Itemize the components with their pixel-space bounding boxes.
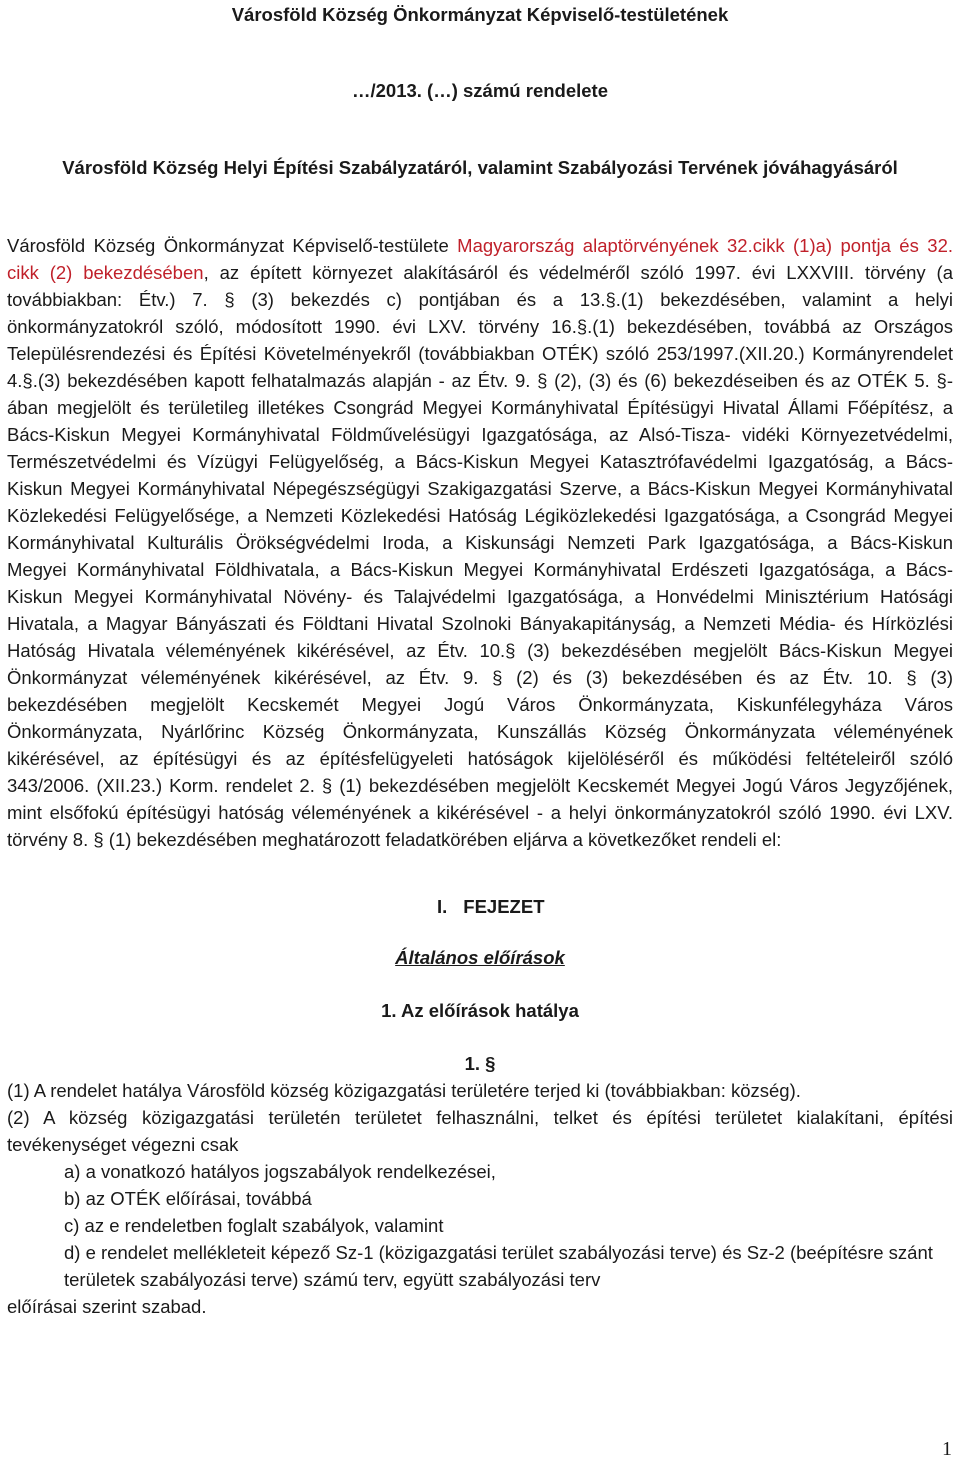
preamble-line: Kormányhivatal Kulturális Örökségvédelmi Iroda, a Kiskunsági Nemzeti Park Igazgatósága, a Bács-Kiskun — [7, 532, 953, 553]
preamble-line: Megyei Kormányhivatal Földhivatala, a Bács-Kiskun Megyei Kormányhivatal Erdészeti Igazgatósága, a Bács- — [7, 559, 953, 580]
decree-number: …/2013. (…) számú rendelete — [351, 80, 608, 101]
preamble-line: 4.§.(3) bekezdésében kapott felhatalmazás alapján - az Étv. 9. § (2), (3) és (6) bekezdéseiben és az OTÉK 5. §- — [7, 370, 953, 391]
chapter-heading — [437, 896, 545, 918]
chapter-title: FEJEZET — [463, 896, 545, 917]
preamble-line: Településrendezési és Építési Követelményekről (továbbiakban OTÉK) szóló 253/1997.(XII.20.) Kormányrendelet — [7, 343, 953, 364]
paragraph-2-line-2: tevékenységet végezni csak — [7, 1134, 239, 1155]
preamble-line: Önkormányzat véleményének kikérésével, az Étv. 9. § (2) és (3) bekezdésében és az Étv. 10. § (3) — [7, 667, 953, 688]
preamble-line-2 — [7, 262, 953, 284]
preamble-line: Közlekedési Felügyelősége, a Nemzeti Közlekedési Hatóság Légiközlekedési Igazgatósága, a Csongrád Megyei — [7, 505, 953, 526]
council-title: Városföld Község Önkormányzat Képviselő-testületének — [231, 4, 729, 25]
paragraph-number: 1. § — [464, 1053, 496, 1074]
preamble-highlight: Magyarország alaptörvényének 32.cikk (1)a) pontja és 32. — [457, 235, 953, 256]
preamble-line: Bács-Kiskun Megyei Kormányhivatal Földművelésügyi Igazgatósága, az Alsó-Tisza- vidéki Környezetvédelmi, — [7, 424, 953, 445]
closing-line: előírásai szerint szabad. — [7, 1296, 207, 1317]
preamble-line-1 — [7, 235, 953, 257]
preamble-line: továbbiakban: Étv.) 7. § (3) bekezdés c) pontjában és a 13.§.(1) bekezdésében, valamint a helyi — [7, 289, 953, 310]
preamble-line: bekezdésében megjelölt Kecskemét Megyei Jogú Város Önkormányzata, Kiskunfélegyháza Város — [7, 694, 953, 715]
preamble-line: 343/2006. (XII.23.) Korm. rendelet 2. § (1) bekezdésében megjelölt Kecskemét Megyei Jogú Város Jegyzőjének, — [7, 775, 953, 796]
list-item: a) a vonatkozó hatályos jogszabályok rendelkezései, — [64, 1161, 496, 1182]
preamble-line: Önkormányzata, Nyárlőrinc Község Önkormányzata, Kunszállás Község Önkormányzata véleményének — [7, 721, 953, 742]
list-item: c) az e rendeletben foglalt szabályok, valamint — [64, 1215, 444, 1236]
preamble-line: Hatóság Hivatala véleményének kikérésével, az Étv. 10.§ (3) bekezdésében megjelölt Bács-Kiskun Megyei — [7, 640, 953, 661]
preamble-line: Hivatala, a Magyar Bányászati és Földtani Hivatal Szolnoki Bányakapitányság, a Nemzeti Média- és Hírközlési — [7, 613, 953, 634]
list-item: b) az OTÉK előírásai, továbbá — [64, 1188, 312, 1209]
preamble-line: önkormányzatokról szóló, módosított 1990. évi LXV. törvény 16.§.(1) bekezdésében, továbbá az Országos — [7, 316, 953, 337]
preamble-line: mint elsőfokú építésügyi hatóság véleményének a kikérésével - a helyi önkormányzatokról szóló 1990. évi LXV. — [7, 802, 953, 823]
preamble-line: Kiskun Megyei Kormányhivatal Népegészségügyi Szakigazgatási Szerve, a Bács-Kiskun Megyei Kormányhivatal — [7, 478, 953, 499]
list-item-d-line-1: d) e rendelet mellékleteit képező Sz-1 (közigazgatási terület szabályozási terve) és Sz-2 (beépítésre szánt — [64, 1242, 933, 1263]
paragraph-2-line-1: (2) A község közigazgatási területén területet felhasználni, telket és építési területet kialakítani, építési — [7, 1107, 953, 1128]
preamble-last-line: törvény 8. § (1) bekezdésében meghatározott feladatkörében eljárva a következőket rendeli el: — [7, 829, 782, 850]
preamble-line: Kiskun Megyei Kormányhivatal Növény- és Talajvédelmi Igazgatósága, a Honvédelmi Minisztérium Hatósági — [7, 586, 953, 607]
section-title: 1. Az előírások hatálya — [381, 1000, 579, 1021]
preamble-text: , az épített környezet alakításáról és védelméről szóló 1997. évi LXXVIII. törvény (a — [203, 262, 953, 283]
paragraph-1: (1) A rendelet hatálya Városföld község közigazgatási területére terjed ki (továbbiakban: község). — [7, 1080, 801, 1101]
preamble-line: ában megjelölt és területileg illetékes Csongrád Megyei Kormányhivatal Építésügyi Hivatal Állami Főépítész, a — [7, 397, 953, 418]
preamble-line: Természetvédelmi és Vízügyi Felügyelőség, a Bács-Kiskun Megyei Katasztrófavédelmi Igazgatóság, a Bács- — [7, 451, 953, 472]
chapter-number: I. — [437, 896, 448, 917]
preamble-highlight: cikk (2) bekezdésében — [7, 262, 204, 283]
preamble-line: kikérésével, az építésügyi és az építésfelügyeleti hatóságok kijelöléséről és működési feltételeiről szóló — [7, 748, 953, 769]
list-item-d-line-2: területek szabályozási terve) számú terv, együtt szabályozási terv — [64, 1269, 601, 1290]
chapter-subtitle: Általános előírások — [395, 947, 565, 968]
page-number: 1 — [942, 1438, 952, 1460]
preamble-text: Városföld Község Önkormányzat Képviselő-testülete — [7, 235, 458, 256]
decree-title: Városföld Község Helyi Építési Szabályzatáról, valamint Szabályozási Tervének jóváhagyásáról — [62, 157, 898, 178]
